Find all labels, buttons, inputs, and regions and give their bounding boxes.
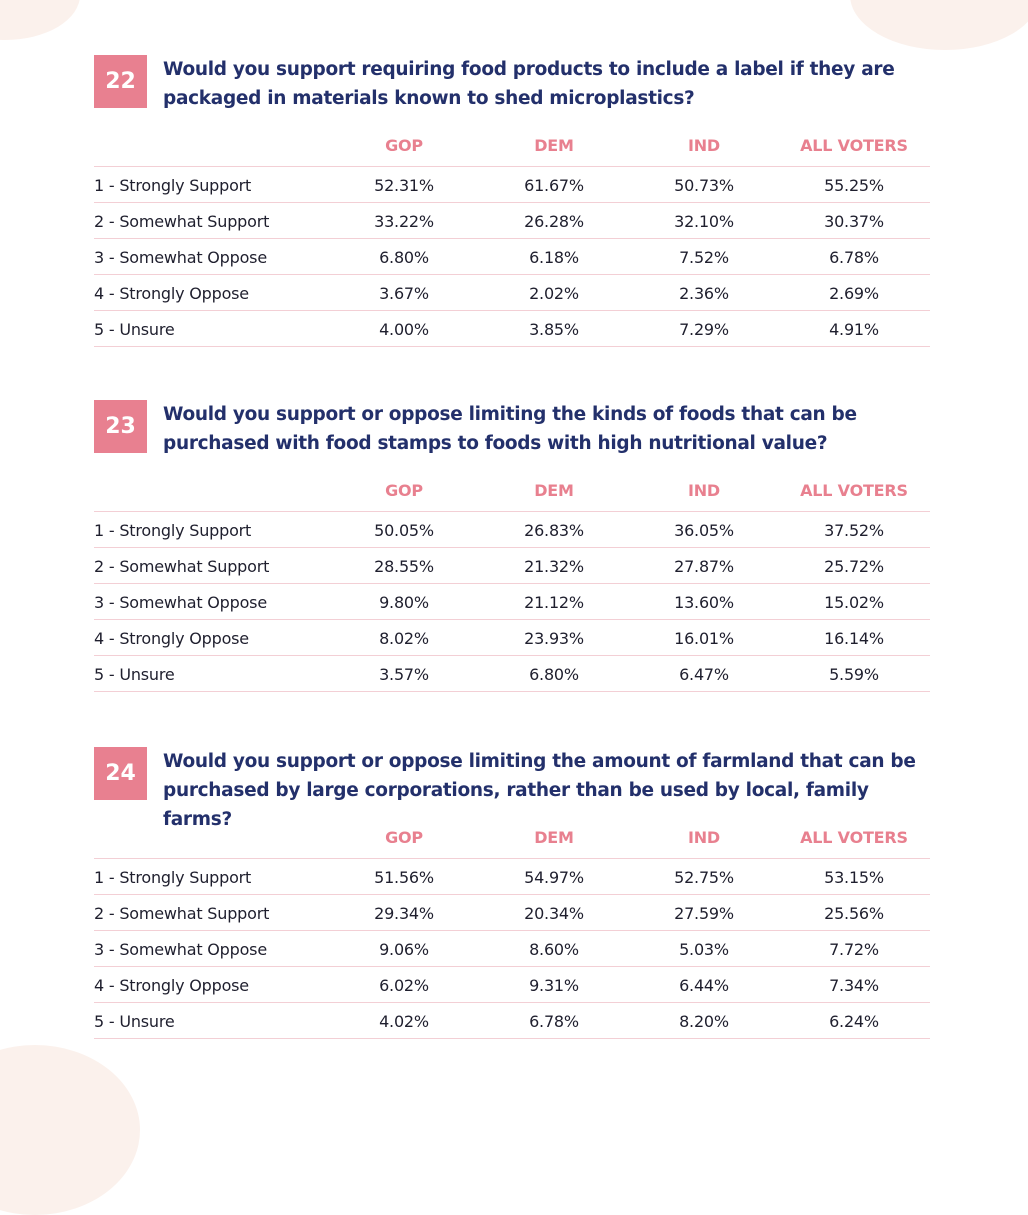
cell-dem: 6.78%: [529, 1012, 579, 1031]
cell-all-voters: 7.72%: [829, 940, 879, 959]
column-header-gop: GOP: [385, 481, 423, 500]
cell-dem: 6.18%: [529, 248, 579, 267]
cell-gop: 33.22%: [374, 212, 434, 231]
cell-dem: 2.02%: [529, 284, 579, 303]
table-header-row: [94, 817, 930, 859]
question-22-section: [94, 55, 930, 339]
cell-all-voters: 53.15%: [824, 868, 884, 887]
column-header-dem: DEM: [534, 828, 574, 847]
decor-blob-top-left: [0, 0, 80, 40]
question-24-section: [94, 747, 930, 1031]
table-row: [94, 203, 930, 239]
row-label: 2 - Somewhat Support: [94, 557, 270, 576]
cell-gop: 51.56%: [374, 868, 434, 887]
cell-dem: 21.12%: [524, 593, 584, 612]
question-text: Would you support or oppose limiting the amount of farmland that can be purchased by large corporations, rather than be used by local, family farms?: [163, 751, 916, 830]
table-row: [94, 620, 930, 656]
row-label: 2 - Somewhat Support: [94, 212, 270, 231]
decor-blob-top-right: [850, 0, 1028, 50]
cell-all-voters: 16.14%: [824, 629, 884, 648]
results-table: [94, 125, 930, 347]
cell-ind: 27.87%: [674, 557, 734, 576]
cell-all-voters: 4.91%: [829, 320, 879, 339]
column-header-gop: GOP: [385, 828, 423, 847]
cell-all-voters: 5.59%: [829, 665, 879, 684]
results-table: [94, 817, 930, 1039]
cell-gop: 3.57%: [379, 665, 429, 684]
cell-dem: 8.60%: [529, 940, 579, 959]
cell-dem: 21.32%: [524, 557, 584, 576]
cell-gop: 28.55%: [374, 557, 434, 576]
cell-all-voters: 55.25%: [824, 176, 884, 195]
cell-all-voters: 6.78%: [829, 248, 879, 267]
cell-ind: 7.29%: [679, 320, 729, 339]
question-number-badge: 24: [94, 747, 147, 800]
question-number-badge: 23: [94, 400, 147, 453]
table-row: [94, 895, 930, 931]
cell-all-voters: 6.24%: [829, 1012, 879, 1031]
table-row: [94, 656, 930, 692]
cell-ind: 2.36%: [679, 284, 729, 303]
cell-dem: 3.85%: [529, 320, 579, 339]
row-label: 5 - Unsure: [94, 320, 175, 339]
cell-ind: 13.60%: [674, 593, 734, 612]
cell-gop: 4.02%: [379, 1012, 429, 1031]
question-header: [94, 55, 930, 111]
question-23-section: [94, 400, 930, 684]
cell-ind: 5.03%: [679, 940, 729, 959]
cell-dem: 6.80%: [529, 665, 579, 684]
table-header-row: [94, 125, 930, 167]
column-header-all-voters: ALL VOTERS: [800, 136, 908, 155]
question-header: [94, 400, 930, 456]
column-header-ind: IND: [687, 828, 721, 847]
row-label: 5 - Unsure: [94, 1012, 175, 1031]
cell-gop: 50.05%: [374, 521, 434, 540]
cell-ind: 8.20%: [679, 1012, 729, 1031]
cell-ind: 7.52%: [679, 248, 729, 267]
row-label: 4 - Strongly Oppose: [94, 284, 249, 303]
table-row: [94, 311, 930, 347]
row-label: 4 - Strongly Oppose: [94, 629, 249, 648]
table-row: [94, 859, 930, 895]
decor-blob-bottom-left: [0, 1045, 140, 1215]
cell-all-voters: 25.72%: [824, 557, 884, 576]
column-header-gop: GOP: [385, 136, 423, 155]
table-row: [94, 275, 930, 311]
cell-dem: 26.83%: [524, 521, 584, 540]
row-label: 1 - Strongly Support: [94, 176, 252, 195]
cell-gop: 6.02%: [379, 976, 429, 995]
table-row: [94, 239, 930, 275]
question-text: Would you support requiring food products to include a label if they are packaged in materials known to shed microplastics?: [163, 59, 895, 109]
table-header-row: [94, 470, 930, 512]
cell-dem: 61.67%: [524, 176, 584, 195]
cell-dem: 54.97%: [524, 868, 584, 887]
results-table: [94, 470, 930, 692]
cell-gop: 52.31%: [374, 176, 434, 195]
cell-ind: 6.47%: [679, 665, 729, 684]
row-label: 1 - Strongly Support: [94, 521, 252, 540]
row-label: 4 - Strongly Oppose: [94, 976, 249, 995]
cell-dem: 9.31%: [529, 976, 579, 995]
cell-all-voters: 7.34%: [829, 976, 879, 995]
table-row: [94, 512, 930, 548]
table-row: [94, 1003, 930, 1039]
row-label: 2 - Somewhat Support: [94, 904, 270, 923]
cell-gop: 8.02%: [379, 629, 429, 648]
table-row: [94, 548, 930, 584]
cell-all-voters: 2.69%: [829, 284, 879, 303]
cell-all-voters: 15.02%: [824, 593, 884, 612]
question-text: Would you support or oppose limiting the kinds of foods that can be purchased with food stamps to foods with high nutritional value?: [163, 404, 857, 454]
cell-gop: 3.67%: [379, 284, 429, 303]
cell-dem: 20.34%: [524, 904, 584, 923]
cell-dem: 23.93%: [524, 629, 584, 648]
column-header-dem: DEM: [534, 481, 574, 500]
cell-ind: 16.01%: [674, 629, 734, 648]
column-header-ind: IND: [687, 136, 721, 155]
cell-ind: 32.10%: [674, 212, 734, 231]
row-label: 1 - Strongly Support: [94, 868, 252, 887]
table-row: [94, 931, 930, 967]
table-row: [94, 167, 930, 203]
cell-all-voters: 25.56%: [824, 904, 884, 923]
row-label: 5 - Unsure: [94, 665, 175, 684]
question-header: [94, 747, 930, 830]
table-row: [94, 584, 930, 620]
cell-gop: 6.80%: [379, 248, 429, 267]
column-header-all-voters: ALL VOTERS: [800, 828, 908, 847]
cell-gop: 9.80%: [379, 593, 429, 612]
row-label: 3 - Somewhat Oppose: [94, 593, 267, 612]
row-label: 3 - Somewhat Oppose: [94, 248, 267, 267]
column-header-dem: DEM: [534, 136, 574, 155]
cell-all-voters: 30.37%: [824, 212, 884, 231]
column-header-ind: IND: [687, 481, 721, 500]
cell-ind: 6.44%: [679, 976, 729, 995]
cell-gop: 9.06%: [379, 940, 429, 959]
cell-ind: 36.05%: [674, 521, 734, 540]
cell-ind: 50.73%: [674, 176, 734, 195]
cell-ind: 52.75%: [674, 868, 734, 887]
table-row: [94, 967, 930, 1003]
cell-all-voters: 37.52%: [824, 521, 884, 540]
cell-gop: 29.34%: [374, 904, 434, 923]
column-header-all-voters: ALL VOTERS: [800, 481, 908, 500]
question-number-badge: 22: [94, 55, 147, 108]
row-label: 3 - Somewhat Oppose: [94, 940, 267, 959]
cell-dem: 26.28%: [524, 212, 584, 231]
cell-gop: 4.00%: [379, 320, 429, 339]
cell-ind: 27.59%: [674, 904, 734, 923]
